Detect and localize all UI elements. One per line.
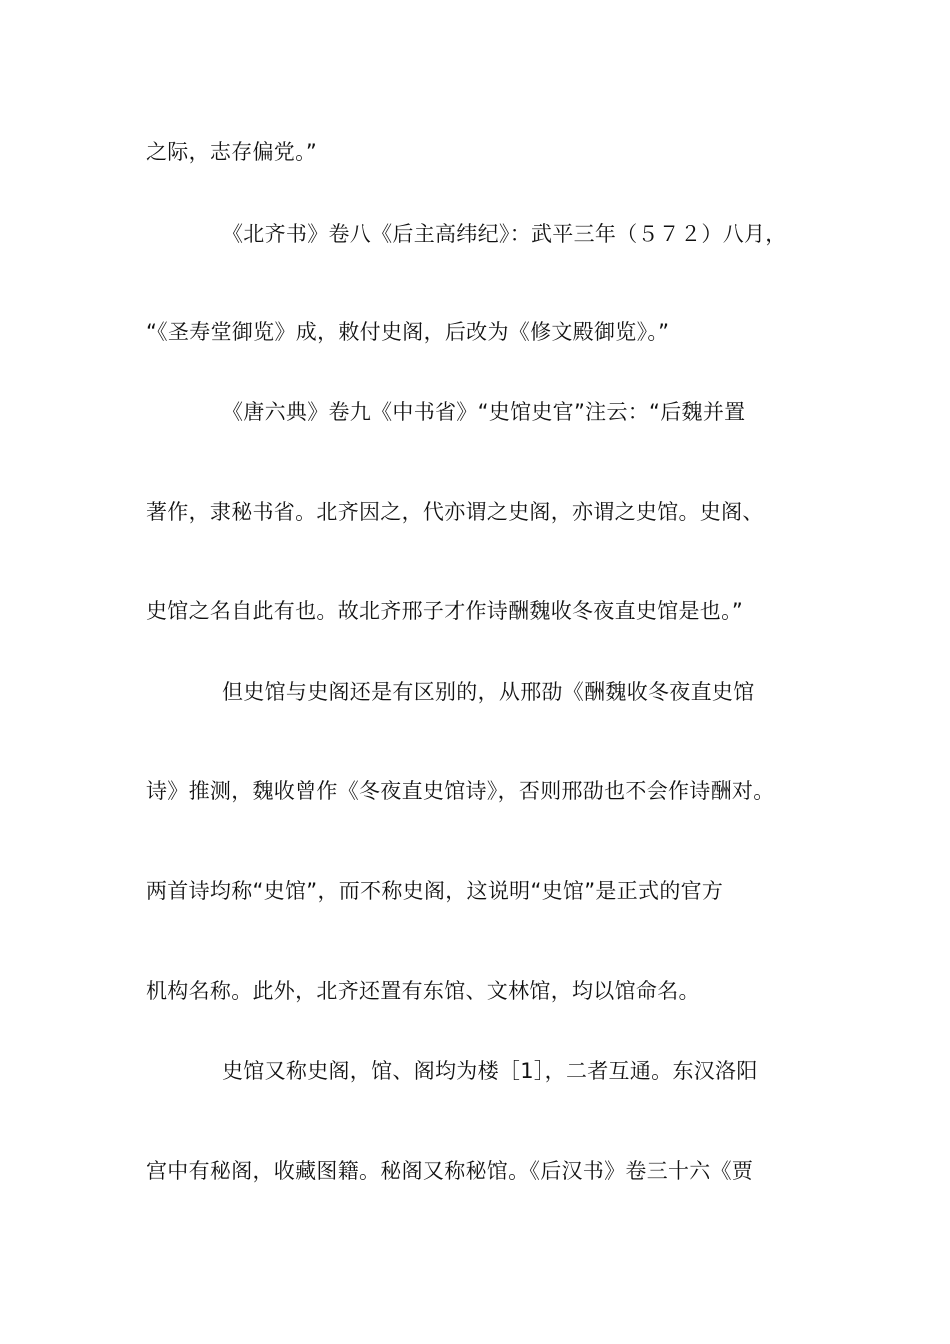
text-line: 史馆之名自此有也。故北齐邢子才作诗酬魏收冬夜直史馆是也。” — [146, 599, 744, 623]
text-line: 宫中有秘阁，收藏图籍。秘阁又称秘馆。《后汉书》卷三十六《贾 — [146, 1159, 754, 1183]
text-line: 《北齐书》卷八《后主高纬纪》：武平三年（５７２）八月， — [222, 222, 787, 246]
text-line: 之际，志存偏党。” — [146, 140, 318, 164]
text-line: 机构名称。此外，北齐还置有东馆、文林馆，均以馆命名。 — [146, 979, 700, 1003]
text-line: 诗》推测，魏收曾作《冬夜直史馆诗》，否则邢劭也不会作诗酬对。 — [146, 779, 775, 803]
text-line: 两首诗均称“史馆”，而不称史阁，这说明“史馆”是正式的官方 — [146, 879, 724, 903]
text-line: 《唐六典》卷九《中书省》“史馆史官”注云：“后魏并置 — [222, 400, 746, 424]
text-line: 著作，隶秘书省。北齐因之，代亦谓之史阁，亦谓之史馆。史阁、 — [146, 500, 764, 524]
text-line: “《圣寿堂御览》成，敕付史阁，后改为《修文殿御览》。” — [146, 320, 670, 344]
text-line: 但史馆与史阁还是有区别的，从邢劭《酬魏收冬夜直史馆 — [222, 680, 755, 704]
text-line: 史馆又称史阁，馆、阁均为楼［1］，二者互通。东汉洛阳 — [222, 1059, 758, 1083]
